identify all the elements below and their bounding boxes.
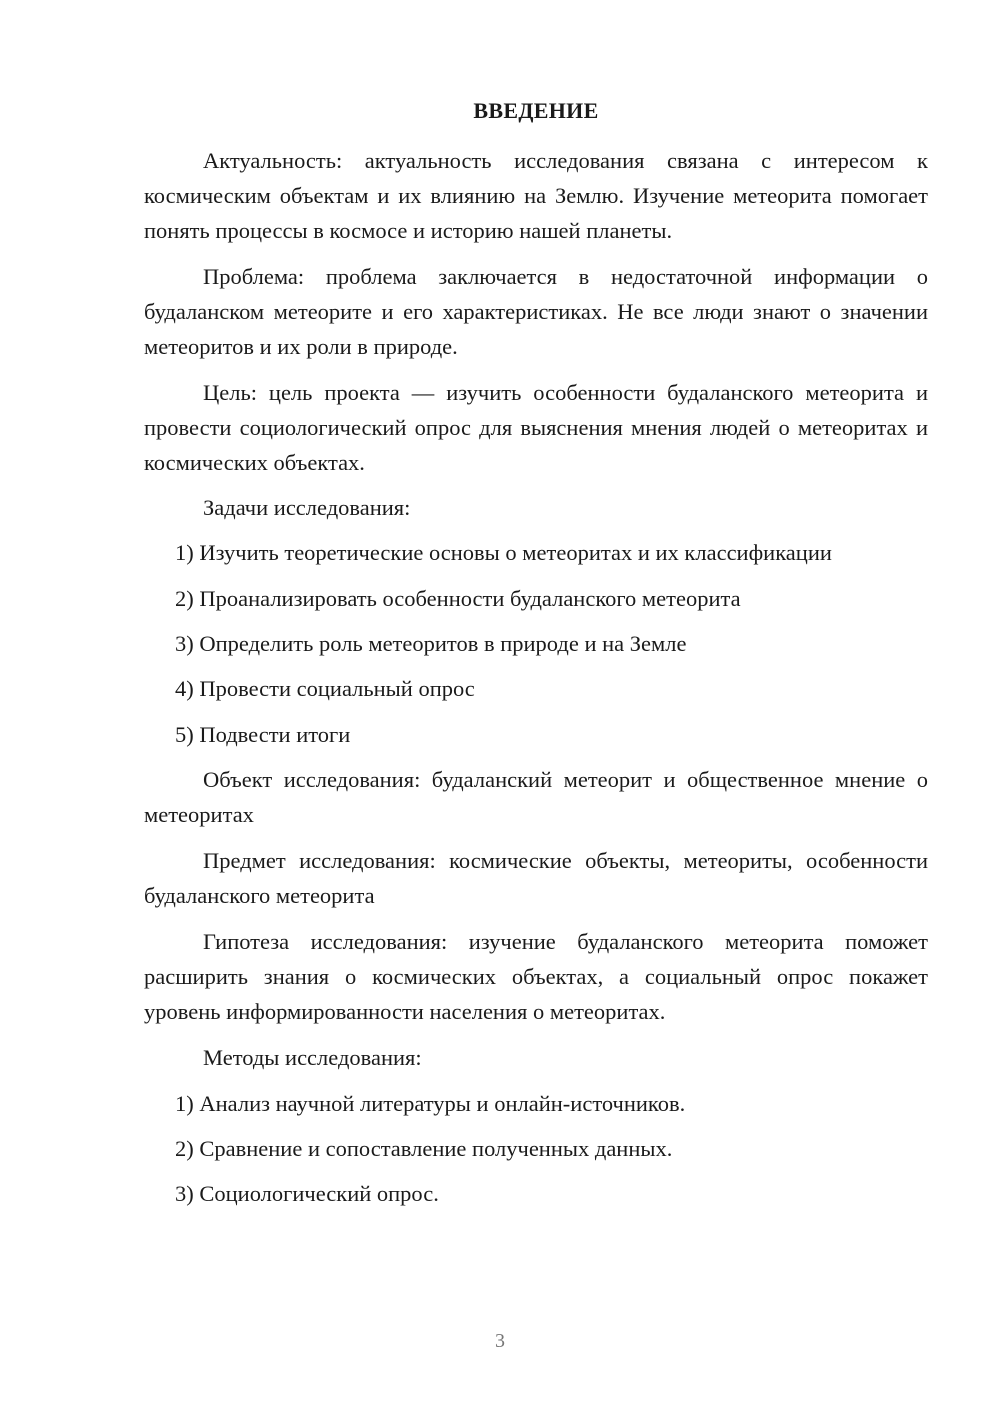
problem-paragraph: Проблема: проблема заключается в недостаточной информации о будаланском метеорите и его характеристиках. Не все люди знают о значении метеоритов и их роли в природе. — [144, 264, 928, 359]
tasks-heading: Задачи исследования: — [203, 495, 411, 520]
method-item-1: 1) Анализ научной литературы и онлайн-источников. — [175, 1091, 686, 1116]
subject-paragraph: Предмет исследования: космические объекты, метеориты, особенности будаланского метеорита — [144, 848, 928, 908]
task-item-3: 3) Определить роль метеоритов в природе и на Земле — [175, 631, 687, 656]
task-item-4: 4) Провести социальный опрос — [175, 676, 475, 701]
method-item-2: 2) Сравнение и сопоставление полученных данных. — [175, 1136, 673, 1161]
methods-heading: Методы исследования: — [203, 1045, 422, 1070]
relevance-paragraph: Актуальность: актуальность исследования связана с интересом к космическим объектам и их влиянию на Землю. Изучение метеорита помогает понять процессы в космосе и историю нашей планеты. — [144, 148, 928, 243]
task-item-1: 1) Изучить теоретические основы о метеоритах и их классификации — [175, 540, 832, 565]
document-page — [144, 0, 928, 1414]
task-item-5: 5) Подвести итоги — [175, 722, 351, 747]
goal-paragraph: Цель: цель проекта — изучить особенности будаланского метеорита и провести социологический опрос для выяснения мнения людей о метеоритах и космических объектах. — [144, 380, 928, 475]
page-number: 3 — [495, 1330, 505, 1352]
page-title: ВВЕДЕНИЕ — [473, 98, 599, 123]
object-paragraph: Объект исследования: будаланский метеорит и общественное мнение о метеоритах — [144, 767, 928, 827]
hypothesis-paragraph: Гипотеза исследования: изучение будаланского метеорита поможет расширить знания о космических объектах, а социальный опрос покажет уровень информированности населения о метеоритах. — [144, 929, 928, 1024]
task-item-2: 2) Проанализировать особенности будаланского метеорита — [175, 586, 741, 611]
method-item-3: 3) Социологический опрос. — [175, 1181, 439, 1206]
